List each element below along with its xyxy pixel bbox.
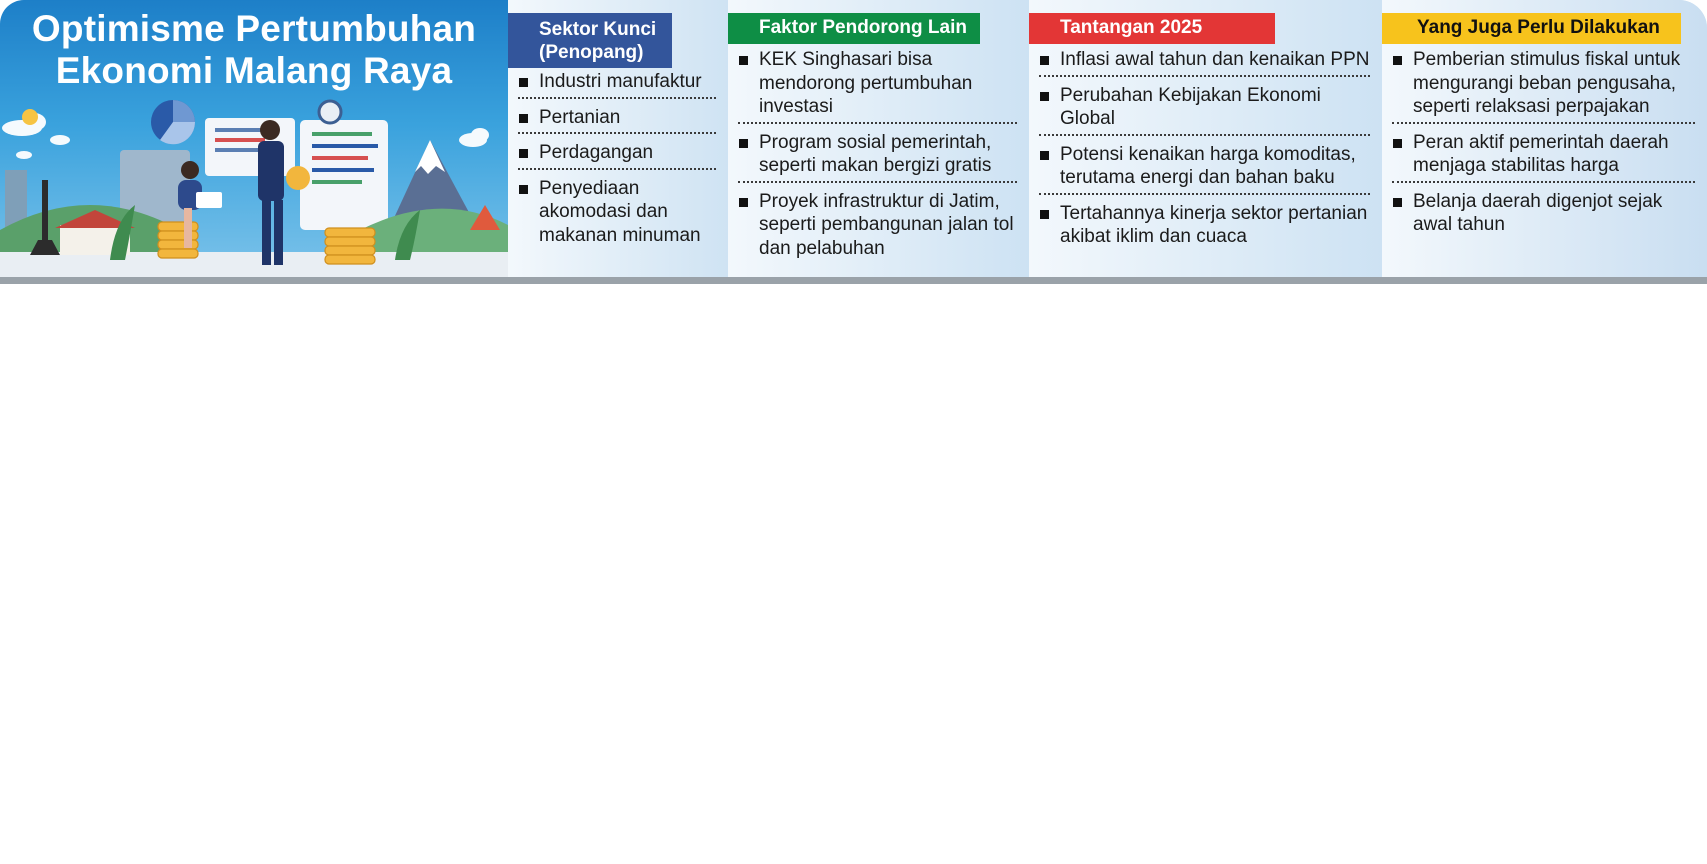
item-text: Pemberian stimulus fiskal untuk mengurangi beban pengusaha, seperti relaksasi perpajakan — [1413, 49, 1681, 117]
item-text: Proyek infrastruktur di Jatim, seperti pembangunan jalan tol dan pelabuhan — [759, 190, 1014, 259]
item-text: Penyediaan akomodasi dan makanan minuman — [539, 177, 701, 246]
list-item — [1039, 84, 1370, 136]
list-item — [1039, 143, 1370, 195]
square-bullet-icon — [1040, 151, 1049, 160]
list-item — [738, 131, 1017, 183]
square-bullet-icon — [519, 114, 528, 123]
item-list — [518, 70, 716, 257]
list-item — [518, 70, 716, 99]
column-sektor-kunci — [508, 0, 728, 277]
item-text: Program sosial pemerintah, seperti makan bergizi gratis — [759, 131, 992, 176]
item-text: KEK Singhasari bisa mendorong pertumbuhan investasi — [759, 49, 973, 117]
square-bullet-icon — [1393, 56, 1402, 65]
square-bullet-icon — [1393, 198, 1402, 207]
page-title — [0, 8, 508, 92]
item-text: Belanja daerah digenjot sejak awal tahun — [1413, 190, 1663, 235]
column-tantangan — [1029, 0, 1382, 277]
item-list — [1392, 48, 1695, 247]
column-heading: Sektor Kunci (Penopang) — [508, 13, 672, 68]
square-bullet-icon — [1393, 139, 1402, 148]
hero-panel — [0, 0, 508, 277]
list-item — [1392, 131, 1695, 183]
column-faktor-pendorong — [728, 0, 1029, 277]
list-item — [1392, 48, 1695, 124]
square-bullet-icon — [1040, 210, 1049, 219]
item-list — [1039, 48, 1370, 259]
item-text: Potensi kenaikan harga komoditas, terutama energi dan bahan baku — [1060, 143, 1356, 188]
item-text: Tertahannya kinerja sektor pertanian akibat iklim dan cuaca — [1060, 202, 1368, 247]
list-item — [1039, 202, 1370, 252]
list-item — [518, 106, 716, 135]
square-bullet-icon — [519, 149, 528, 158]
square-bullet-icon — [739, 139, 748, 148]
square-bullet-icon — [519, 185, 528, 194]
infographic-banner — [0, 0, 1707, 284]
column-heading: Tantangan 2025 — [1029, 13, 1275, 44]
square-bullet-icon — [1040, 92, 1049, 101]
list-item — [1039, 48, 1370, 77]
column-heading: Yang Juga Perlu Dilakukan — [1382, 13, 1681, 44]
list-item — [1392, 190, 1695, 240]
item-text: Pertanian — [539, 106, 621, 128]
square-bullet-icon — [519, 78, 528, 87]
item-text: Peran aktif pemerintah daerah menjaga stabilitas harga — [1413, 131, 1669, 176]
banner-bottom-border — [0, 277, 1707, 284]
list-item — [738, 190, 1017, 264]
square-bullet-icon — [1040, 56, 1049, 65]
item-text: Perdagangan — [539, 142, 654, 163]
square-bullet-icon — [739, 198, 748, 207]
item-text: Inflasi awal tahun dan kenaikan PPN — [1060, 49, 1370, 70]
title-line-1: Optimisme Pertumbuhan — [31, 8, 477, 49]
column-perlu-dilakukan — [1382, 0, 1707, 277]
item-text: Perubahan Kebijakan Ekonomi Global — [1060, 84, 1321, 129]
item-list — [738, 48, 1017, 270]
list-item — [518, 177, 716, 251]
column-heading: Faktor Pendorong Lain — [728, 13, 980, 44]
list-item — [738, 48, 1017, 124]
item-text: Industri manufaktur — [539, 71, 702, 92]
square-bullet-icon — [739, 56, 748, 65]
list-item — [518, 141, 716, 170]
title-line-2: Ekonomi Malang Raya — [55, 50, 453, 91]
